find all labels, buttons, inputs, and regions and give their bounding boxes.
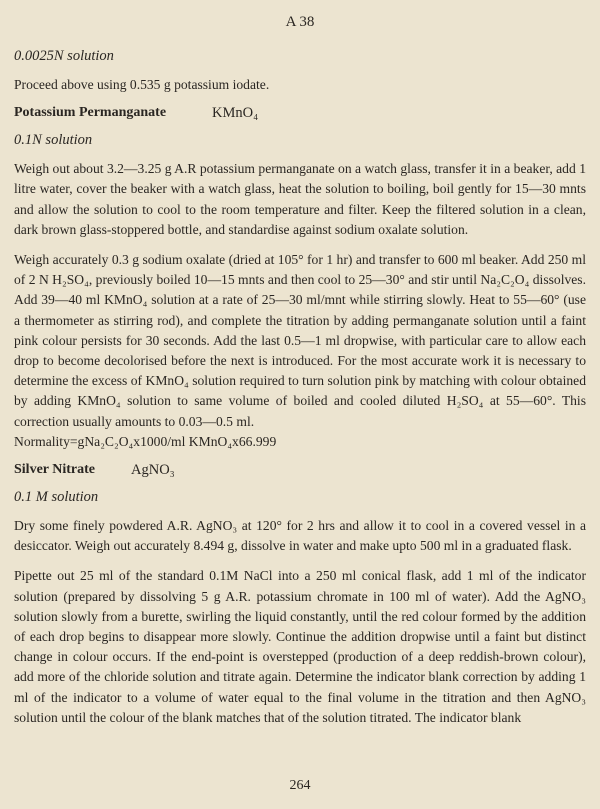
subheading-0-1m: 0.1 M solution — [14, 489, 99, 506]
section-title-silver-nitrate — [14, 462, 586, 479]
title-text: Potassium Permanganate — [14, 105, 167, 121]
paragraph-oxalate-standardisation: Weigh accurately 0.3 g sodium oxalate (dried at 105° for 1 hr) and transfer to 600 ml beaker. Add 250 ml of 2 N H₂SO₄, previously boiled 10—15 mnts and then cool to 25—30° and stir until Na₂C₂O₄ dissolves. Add 39—40 ml KMnO₄ solution at a rate of 25—30 ml/mnt while stirring slowly. Heat to 55—60° (use a thermometer as stirring rod), and complete the titration by adding permanganate solution until a faint pink colour persists for 30 seconds. Add the last 0.5—1 ml dropwise, with particular care to allow each drop to become decolorised before the next is introduced. For the most accurate work it is necessary to determine the excess of KMnO₄ solution required to turn solution pink by matching with colour obtained by adding KMnO₄ solution to same volume of boiled and cooled diluted H₂SO₄ at 55—60°. This correction usually amounts to 0.03—0.5 ml. — [14, 252, 586, 429]
title-text: Silver Nitrate — [14, 462, 95, 478]
paragraph-silver-nitrate-prep: Dry some finely powdered A.R. AgNO₃ at 120° for 2 hrs and allow it to cool in a covered vessel in a desiccator. Weigh out accurately 8.494 g, dissolve in water and make upto 500 ml in a graduated flask. — [14, 518, 586, 554]
subheading-0-1n: 0.1N solution — [14, 132, 93, 149]
page-number: 264 — [289, 778, 311, 793]
paragraph-silver-nitrate-titration: Pipette out 25 ml of the standard 0.1M NaCl into a 250 ml conical flask, add 1 ml of the indicator solution (prepared by dissolving 5 g A.R. potassium chromate in 100 ml of water). Add the AgNO₃ solution slowly from a burette, swirling the liquid constantly, until the red colour formed by the addition of each drop begins to disappear more slowly. Continue the addition dropwise until a faint but distinct change in colour occurs. If the end-point is overstepped (production of a deep reddish-brown colour), add more of the chloride solution and titrate again. Determine the indicator blank correction by adding 1 ml of the indicator to a volume of water equal to the final volume in the titration and then AgNO₃ solution until the colour of the blank matches that of the solution titrated. The indicator blank — [14, 568, 586, 725]
section-heading-0-0025n: 0.0025N solution — [14, 48, 114, 64]
paragraph-potassium-iodate: Proceed above using 0.535 g potassium iodate. — [14, 77, 270, 92]
page-content — [14, 48, 586, 738]
title-formula: KMnO₄ — [212, 105, 259, 122]
normality-formula: Normality=gNa₂C₂O₄x1000/ml KMnO₄x66.999 — [14, 433, 277, 449]
title-formula: AgNO₃ — [131, 462, 175, 479]
section-title-potassium-permanganate — [14, 105, 586, 122]
paragraph-permanganate-prep: Weigh out about 3.2—3.25 g A.R potassium permanganate on a watch glass, transfer it in a beaker, add 1 litre water, cover the beaker with a watch glass, heat the solution to boiling, boil gently for 15—30 mnts and allow the solution to cool to the room temperature and filter. Keep the filtered solution in a clean, dark brown glass-stoppered bottle, and standardise against sodium oxalate solution. — [14, 161, 586, 237]
page-header-label: A 38 — [285, 14, 315, 30]
